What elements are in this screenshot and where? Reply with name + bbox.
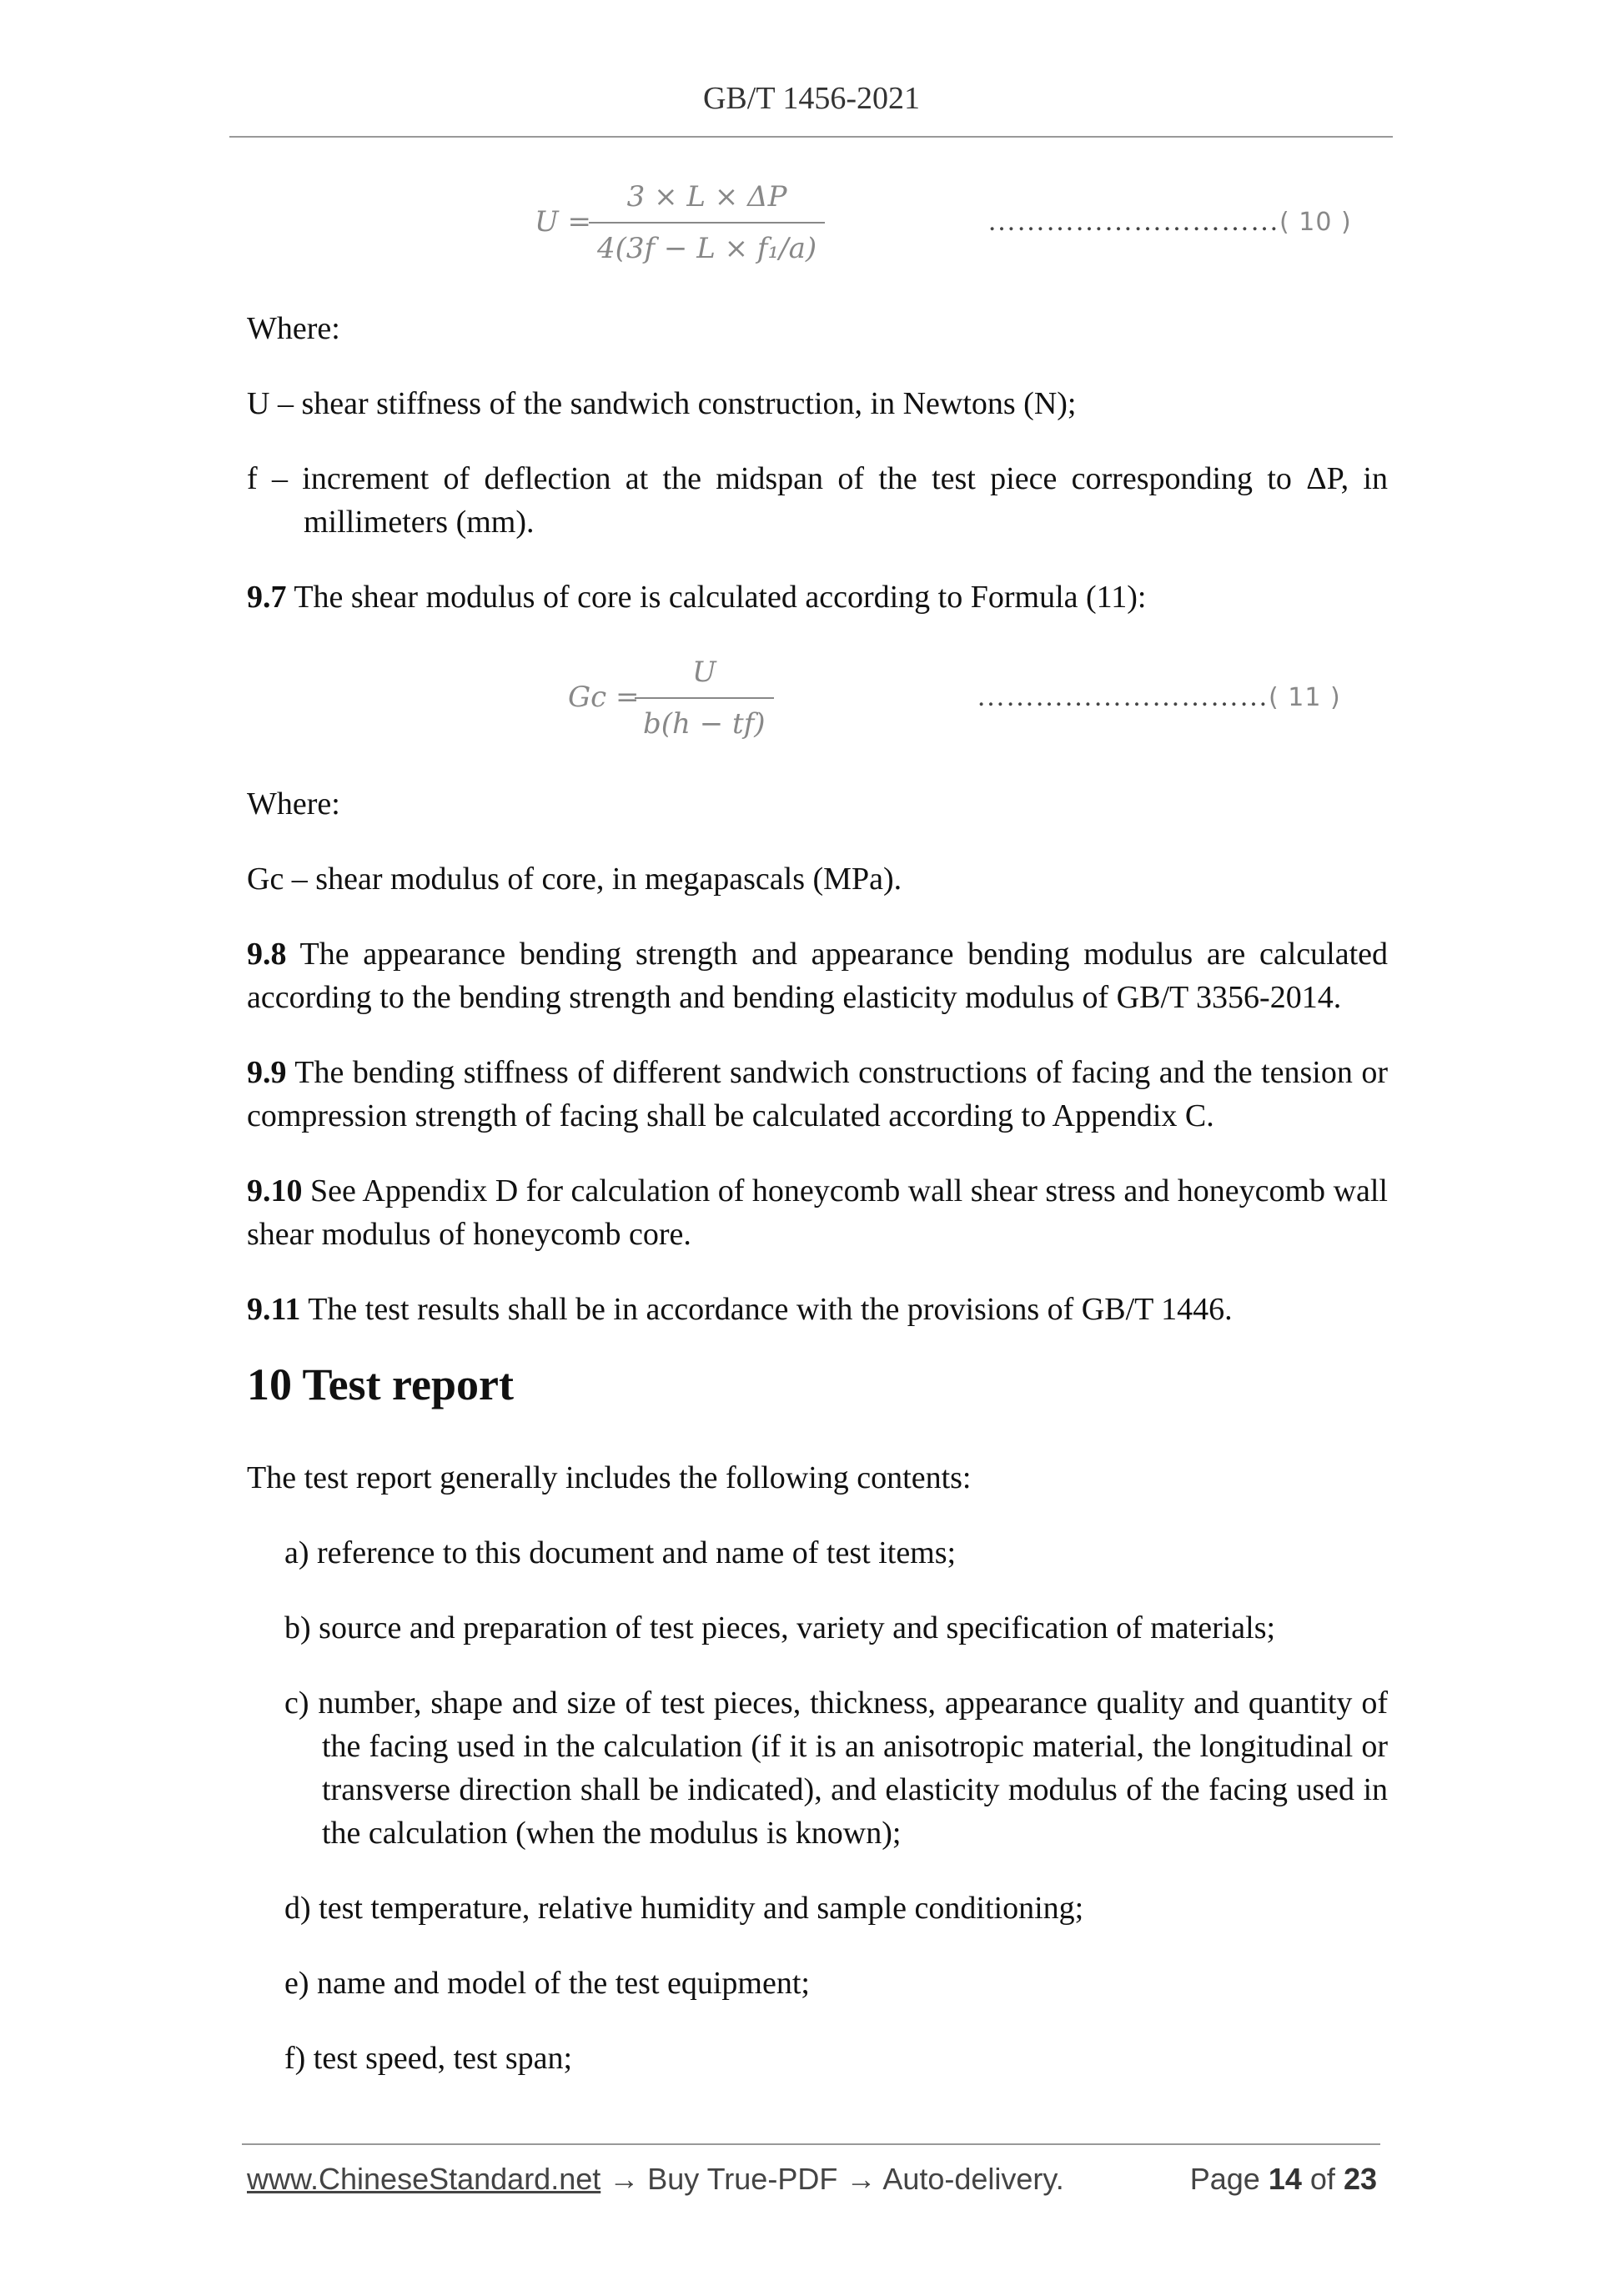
clause-9-8 [247, 932, 1388, 1019]
clause-9-9-text: The bending stiffness of different sandwich constructions of facing and the tension or compression strength of facing shall be calculated according to Appendix C. [247, 1055, 1388, 1133]
formula-11-number: ( 11 ) [1269, 683, 1341, 712]
list-item: b) source and preparation of test pieces, variety and specification of materials; [284, 1610, 1276, 1645]
page-counter [1190, 2162, 1377, 2197]
clause-9-9-number: 9.9 [247, 1055, 287, 1090]
clause-9-8-number: 9.8 [247, 937, 287, 972]
page-label: Page [1189, 2162, 1260, 2196]
formula-11 [247, 651, 1388, 751]
site-link[interactable]: www.ChineseStandard.net [247, 2162, 601, 2196]
document-body [247, 175, 1388, 2112]
clause-9-11 [247, 1288, 1388, 1331]
formula-11-dots: ………………………… [977, 681, 1269, 712]
formula-10-leader [987, 200, 1352, 244]
footer-tagline: → Buy True-PDF → Auto-delivery. [600, 2162, 1064, 2196]
clause-9-10-text: See Appendix D for calculation of honeycomb wall shear stress and honeycomb wall shear modulus of honeycomb core. [247, 1173, 1388, 1252]
current-page: 14 [1268, 2162, 1302, 2196]
formula-10-lhs: U = [535, 205, 591, 239]
page-footer [247, 2162, 1377, 2203]
formula-11-fraction [635, 651, 774, 746]
formula-11-numerator: U [691, 656, 716, 689]
page-header: GB/T 1456-2021 [702, 81, 921, 116]
test-report-intro: The test report generally includes the following contents: [247, 1460, 972, 1495]
where-label-1: Where: [247, 311, 340, 346]
clause-9-11-number: 9.11 [247, 1292, 301, 1327]
definition-gc: Gc – shear modulus of core, in megapascals (MPa). [247, 862, 902, 897]
total-pages: 23 [1343, 2162, 1377, 2196]
definition-u: U – shear stiffness of the sandwich construction, in Newtons (N); [247, 386, 1077, 421]
clause-9-9 [247, 1051, 1388, 1138]
clause-9-7-number: 9.7 [247, 580, 287, 615]
clause-9-7-text: The shear modulus of core is calculated according to Formula (11): [286, 580, 1147, 615]
footer-divider [242, 2143, 1380, 2145]
list-item: a) reference to this document and name of test items; [284, 1535, 957, 1570]
section-10-heading: 10 Test report [247, 1359, 514, 1409]
formula-10-denominator: 4(3f − L × f₁/a) [589, 222, 825, 270]
list-item: d) test temperature, relative humidity and sample conditioning; [284, 1891, 1084, 1926]
clause-9-10-number: 9.10 [247, 1173, 303, 1208]
formula-10-dots: ………………………… [987, 206, 1279, 237]
list-item: e) name and model of the test equipment; [284, 1966, 810, 2001]
formula-10 [247, 175, 1388, 275]
formula-11-denominator: b(h − tf) [635, 697, 774, 746]
formula-10-fraction [589, 175, 825, 270]
clause-9-7 [247, 575, 1388, 619]
list-item: f) test speed, test span; [284, 2041, 573, 2076]
header-divider [229, 136, 1393, 138]
of-label: of [1309, 2162, 1335, 2196]
definition-f: f – increment of deflection at the midspan of the test piece corresponding to ΔP, in millimeters (mm). [247, 461, 1388, 540]
list-item: c) number, shape and size of test pieces, thickness, appearance quality and quantity of the facing used in the calculation (if it is an anisotropic material, the longitudinal or transverse direction shall be indicated), and elasticity modulus of the facing used in the calculation (when the modulus is known); [284, 1686, 1388, 1851]
clause-9-10 [247, 1169, 1388, 1256]
formula-11-lhs: Gc = [568, 681, 640, 714]
clause-9-11-text: The test results shall be in accordance with the provisions of GB/T 1446. [300, 1292, 1233, 1327]
formula-10-number: ( 10 ) [1279, 208, 1352, 237]
where-label-2: Where: [247, 786, 340, 821]
formula-10-numerator: 3 × L × ΔP [626, 180, 787, 214]
clause-9-8-text: The appearance bending strength and appearance bending modulus are calculated according to the bending strength and bending elasticity modulus of GB/T 3356-2014. [247, 937, 1388, 1015]
formula-11-leader [977, 676, 1341, 720]
